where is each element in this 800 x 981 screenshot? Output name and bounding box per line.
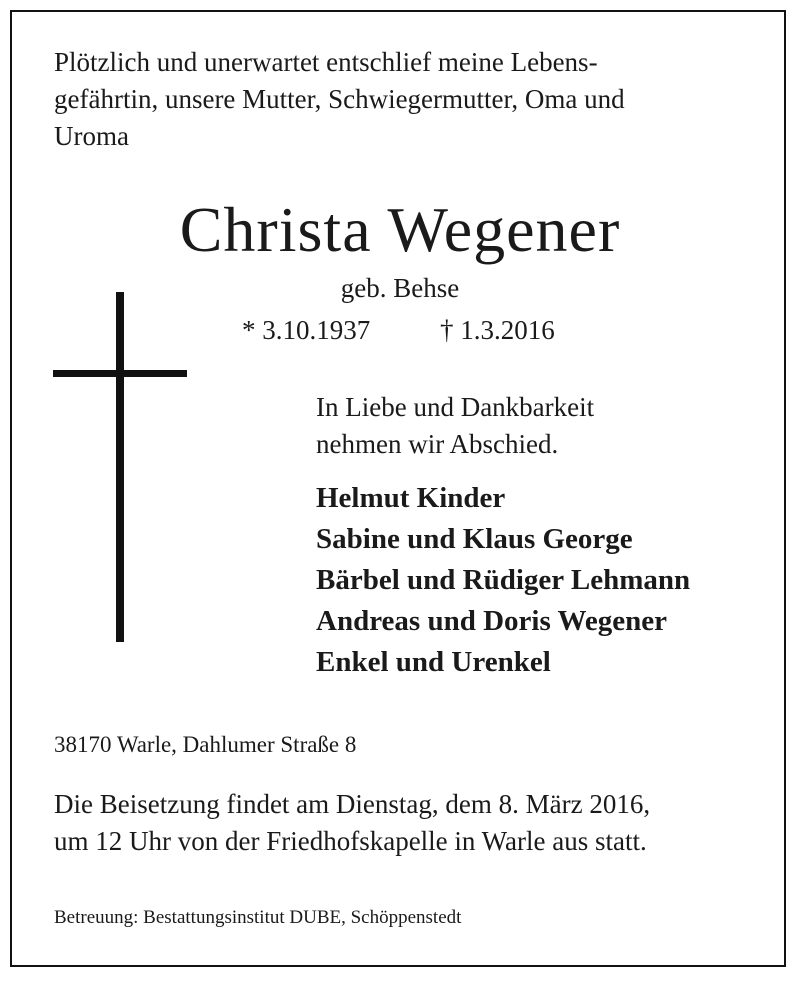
farewell-line: nehmen wir Abschied.: [316, 429, 559, 459]
family-address: 38170 Warle, Dahlumer Straße 8: [54, 732, 357, 757]
mourner-name: Sabine und Klaus George: [316, 523, 633, 555]
death-date: † 1.3.2016: [440, 315, 555, 345]
mourners-list: [316, 478, 690, 683]
intro-line: gefährtin, unsere Mutter, Schwiegermutter, Oma und: [54, 84, 625, 114]
service-line: Die Beisetzung findet am Dienstag, dem 8. März 2016,: [54, 789, 651, 819]
cross-horizontal-bar: [53, 370, 187, 377]
farewell-line: In Liebe und Dankbarkeit: [316, 392, 595, 422]
mourner-name: Andreas und Doris Wegener: [316, 605, 667, 637]
intro-line: Uroma: [54, 121, 129, 151]
intro-text: [54, 44, 754, 155]
undertaker-credit: Betreuung: Bestattungsinstitut DUBE, Schöppenstedt: [54, 907, 462, 928]
service-line: um 12 Uhr von der Friedhofskapelle in Warle aus statt.: [54, 826, 647, 856]
birth-name: geb. Behse: [340, 273, 460, 303]
deceased-name: Christa Wegener: [179, 194, 621, 265]
birth-date: * 3.10.1937: [242, 315, 371, 345]
mourner-name: Helmut Kinder: [316, 482, 506, 514]
cross-vertical-bar: [116, 292, 124, 642]
mourner-name: Enkel und Urenkel: [316, 646, 551, 678]
intro-line: Plötzlich und unerwartet entschlief meine Lebens-: [54, 47, 598, 77]
mourner-name: Bärbel und Rüdiger Lehmann: [316, 564, 691, 596]
funeral-service-info: [54, 786, 650, 860]
farewell-text: [316, 389, 594, 463]
